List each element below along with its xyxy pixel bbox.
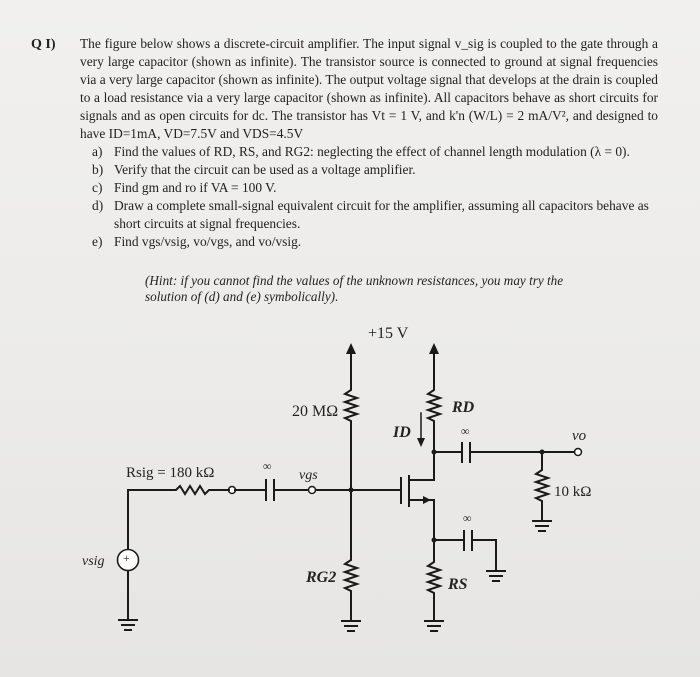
rg2-label: RG2 <box>306 569 337 586</box>
rd-label: RD <box>452 399 475 416</box>
item-text: Verify that the circuit can be used as a voltage amplifier. <box>114 161 416 177</box>
vgs-terminal <box>309 487 316 494</box>
supply-label: +15 V <box>368 325 409 342</box>
item-label: e) <box>92 233 103 249</box>
item-text: Find vgs/vsig, vo/vgs, and vo/vsig. <box>114 233 302 249</box>
output-terminal <box>575 449 582 456</box>
ground-icon <box>425 621 443 631</box>
item-label: a) <box>92 144 103 159</box>
rsig-label: Rsig = 180 kΩ <box>126 465 215 481</box>
ground-icon <box>342 621 360 631</box>
item-text: Find the values of RD, RS, and RG2: neglecting the effect of channel length modulation (λ = 0). <box>114 144 630 159</box>
bypass-capacitor <box>464 531 472 550</box>
rd-resistor <box>428 384 440 478</box>
ground-icon <box>119 620 137 630</box>
rs-resistor <box>428 555 440 620</box>
vsig-label: vsig <box>82 554 105 569</box>
item-label: d) <box>92 197 104 213</box>
question-number: Q I) <box>31 37 56 52</box>
item-label: b) <box>92 161 104 177</box>
input-capacitor <box>266 480 274 500</box>
capacitor-value-output: ∞ <box>461 424 470 438</box>
item-label: c) <box>92 179 103 195</box>
vgs-label: vgs <box>299 468 318 483</box>
vo-label: vo <box>572 428 587 444</box>
rg1-resistor <box>345 384 357 490</box>
mosfet-transistor <box>351 476 434 555</box>
supply-arrow-gate <box>346 343 356 384</box>
rs-label: RS <box>448 576 468 593</box>
source-plus-sign: + <box>123 551 130 565</box>
capacitor-value-input: ∞ <box>263 459 272 473</box>
item-text: Draw a complete small-signal equivalent circuit for the amplifier, assuming all capacitors behave as short circuits at signal frequencies. <box>114 197 649 231</box>
output-capacitor <box>462 443 470 462</box>
supply-arrow-drain <box>429 343 439 384</box>
ground-icon <box>533 521 551 531</box>
rg1-label: 20 MΩ <box>292 403 339 420</box>
rload-label: 10 kΩ <box>554 484 592 500</box>
load-resistor <box>536 452 548 520</box>
rg2-resistor <box>345 490 357 620</box>
question-intro: The figure below shows a discrete-circuit amplifier. The input signal v_sig is coupled to the gate through a very large capacitor (shown as infinite). The transistor source is connected to ground at signal frequencies via a very large capacitor (shown as infinite). The output voltage signal that develops at the drain is coupled to a load resistance via a very large capacitor (shown as infinite). All capacitors behave as short circuits for signals and as open circuits for dc. The transistor has Vt = 1 V, and k'n (W/L) = 2 mA/V², and designed to have ID=1mA, VD=7.5V and VDS=4.5V <box>80 36 658 141</box>
item-text: Find gm and ro if VA = 100 V. <box>114 179 277 195</box>
ground-icon <box>487 571 505 581</box>
id-label: ID <box>393 424 411 441</box>
hint-text: (Hint: if you cannot find the values of the unknown resistances, you may try the solution of (d) and (e) symbolically). <box>145 273 564 304</box>
capacitor-value-bypass: ∞ <box>463 511 472 525</box>
rsig-resistor <box>128 486 229 588</box>
